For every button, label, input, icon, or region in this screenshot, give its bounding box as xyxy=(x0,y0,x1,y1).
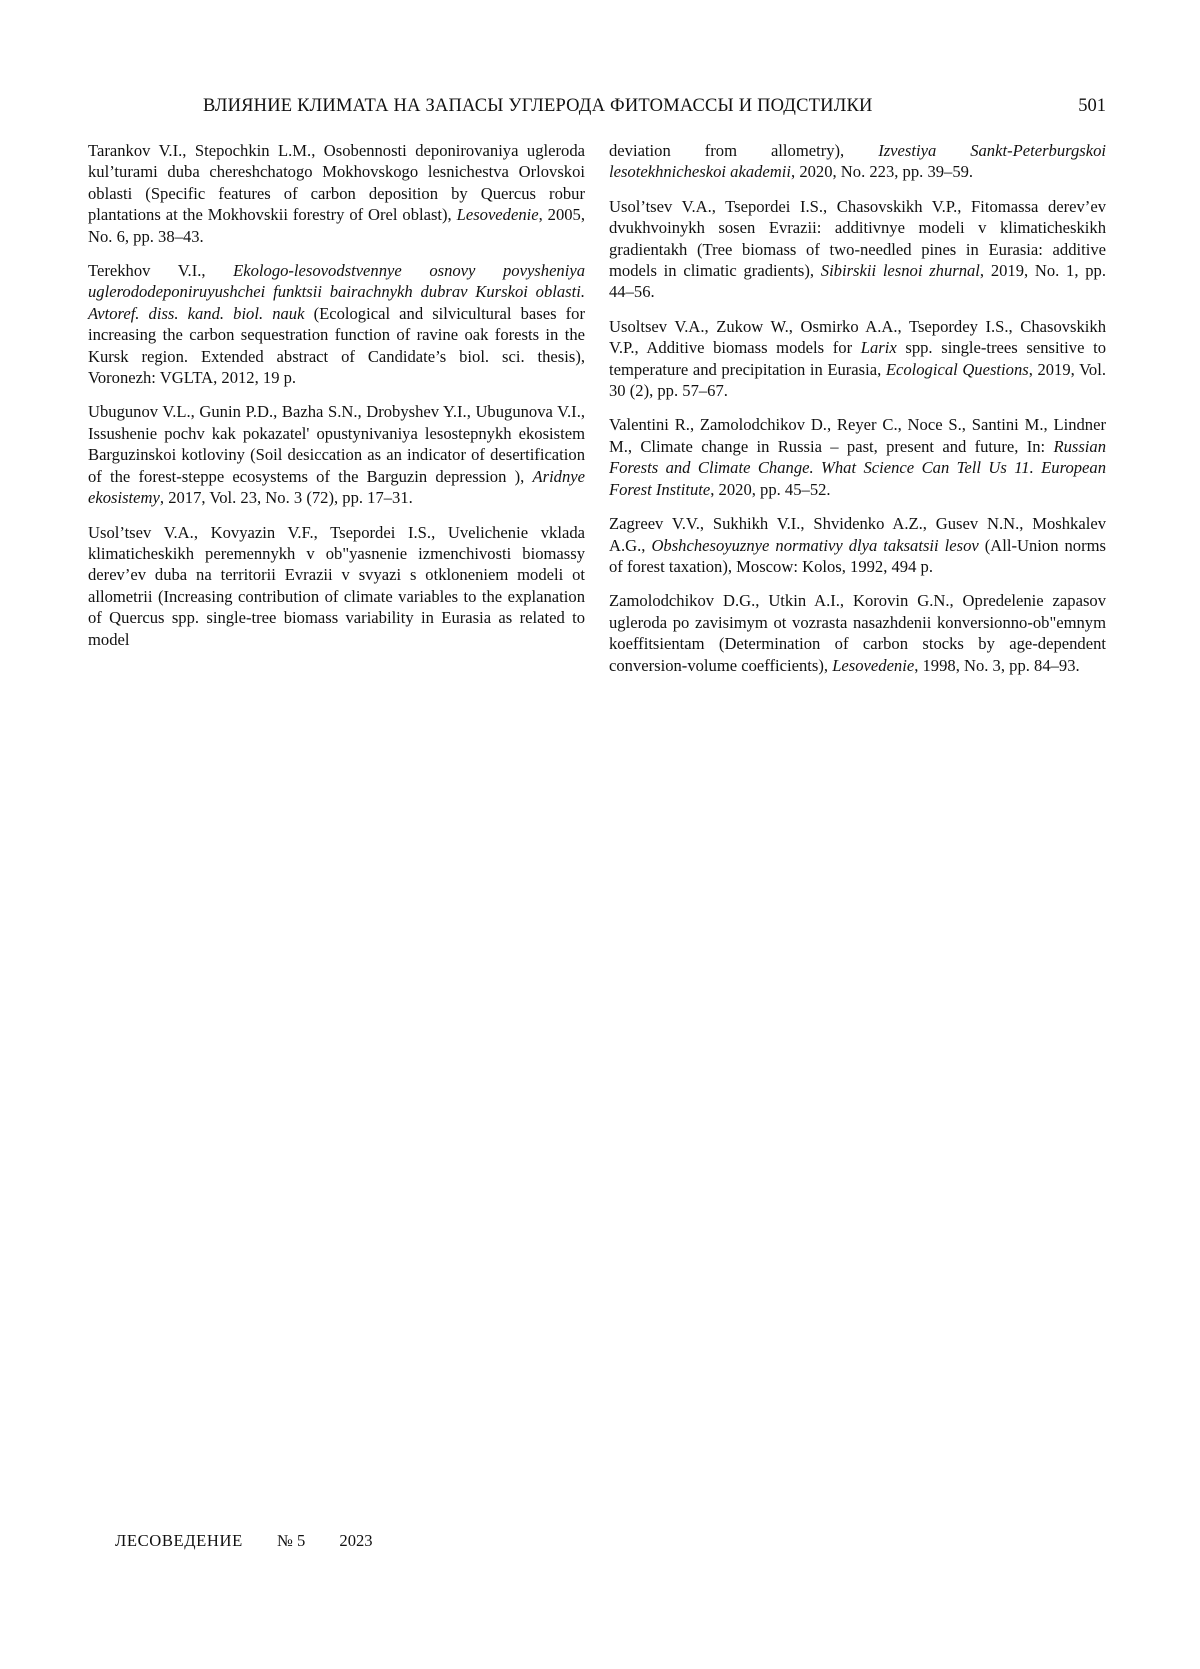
page-number: 501 xyxy=(1078,96,1106,117)
running-head xyxy=(88,96,1106,122)
reference-entry: Tarankov V.I., Stepochkin L.M., Osobennosti deponirovaniya ugleroda kul’turami duba chereshchatogo Mokhovskogo lesnichestva Orlovskoi oblasti (Specific features of carbon deposition by Quercus robur plantations at the Mokhovskii forestry of Orel oblast), Lesovedenie, 2005, No. 6, pp. 38–43. xyxy=(88,140,585,247)
reference-entry: Usol’tsev V.A., Kovyazin V.F., Tsepordei I.S., Uvelichenie vklada klimaticheskikh peremennykh v ob"yasnenie izmenchivosti biomassy derev’ev duba na territorii Evrazii v svyazi s otkloneniem modeli ot allometrii (Increasing contribution of climate variables to the explanation of Quercus spp. single-tree biomass variability in Eurasia as related to model xyxy=(88,522,585,650)
references-right-column xyxy=(609,140,1106,689)
reference-entry: Usol’tsev V.A., Tsepordei I.S., Chasovskikh V.P., Fitomassa derev’ev dvukhvoinykh sosen Evrazii: additivnye modeli v klimaticheskikh gradientakh (Tree biomass of two-needled pines in Eurasia: additive models in climatic gradients), Sibirskii lesnoi zhurnal, 2019, No. 1, pp. 44–56. xyxy=(609,196,1106,303)
reference-entry: Valentini R., Zamolodchikov D., Reyer C., Noce S., Santini M., Lindner M., Climate change in Russia – past, present and future, In: Russian Forests and Climate Change. What Science Can Tell Us 11. European Forest Institute, 2020, pp. 45–52. xyxy=(609,414,1106,500)
reference-entry: Zagreev V.V., Sukhikh V.I., Shvidenko A.Z., Gusev N.N., Moshkalev A.G., Obshchesoyuznye normativy dlya taksatsii lesov (All-Union norms of forest taxation), Moscow: Kolos, 1992, 494 p. xyxy=(609,513,1106,577)
reference-entry: Terekhov V.I., Ekologo-lesovodstvennye osnovy povysheniya uglerododeponiruyushchei funktsii bairachnykh dubrav Kurskoi oblasti. Avtoref. diss. kand. biol. nauk (Ecological and silvicultural bases for increasing the carbon sequestration function of ravine oak forests in the Kursk region. Extended abstract of Candidate’s biol. sci. thesis), Voronezh: VGLTA, 2012, 19 p. xyxy=(88,260,585,388)
footer-issue: № 5 xyxy=(277,1531,305,1551)
reference-entry: Usoltsev V.A., Zukow W., Osmirko A.A., Tsepordey I.S., Chasovskikh V.P., Additive biomass models for Larix spp. single-trees sensitive to temperature and precipitation in Eurasia, Ecological Questions, 2019, Vol. 30 (2), pp. 57–67. xyxy=(609,316,1106,402)
footer-journal-name: ЛЕСОВЕДЕНИЕ xyxy=(115,1531,243,1551)
footer-year: 2023 xyxy=(339,1531,372,1551)
reference-continuation: deviation from allometry), Izvestiya Sankt-Peterburgskoi lesotekhnicheskoi akademii, 2020, No. 223, pp. 39–59. xyxy=(609,140,1106,183)
reference-entry: Zamolodchikov D.G., Utkin A.I., Korovin G.N., Opredelenie zapasov ugleroda po zavisimym ot vozrasta nasazhdenii konversionno-ob"emnym koeffitsientam (Determination of carbon stocks by age-dependent conversion-volume coefficients), Lesovedenie, 1998, No. 3, pp. 84–93. xyxy=(609,590,1106,676)
running-title: ВЛИЯНИЕ КЛИМАТА НА ЗАПАСЫ УГЛЕРОДА ФИТОМАССЫ И ПОДСТИЛКИ xyxy=(203,96,873,117)
references-left-column xyxy=(88,140,585,663)
reference-entry: Ubugunov V.L., Gunin P.D., Bazha S.N., Drobyshev Y.I., Ubugunova V.I., Issushenie pochv kak pokazatel' opustynivaniya lesostepnykh ekosistem Barguzinskoi kotloviny (Soil desiccation as an indicator of desertification of the forest-steppe ecosystems of the Barguzin depression ), Aridnye ekosistemy, 2017, Vol. 23, No. 3 (72), pp. 17–31. xyxy=(88,401,585,508)
page-footer xyxy=(115,1531,373,1551)
